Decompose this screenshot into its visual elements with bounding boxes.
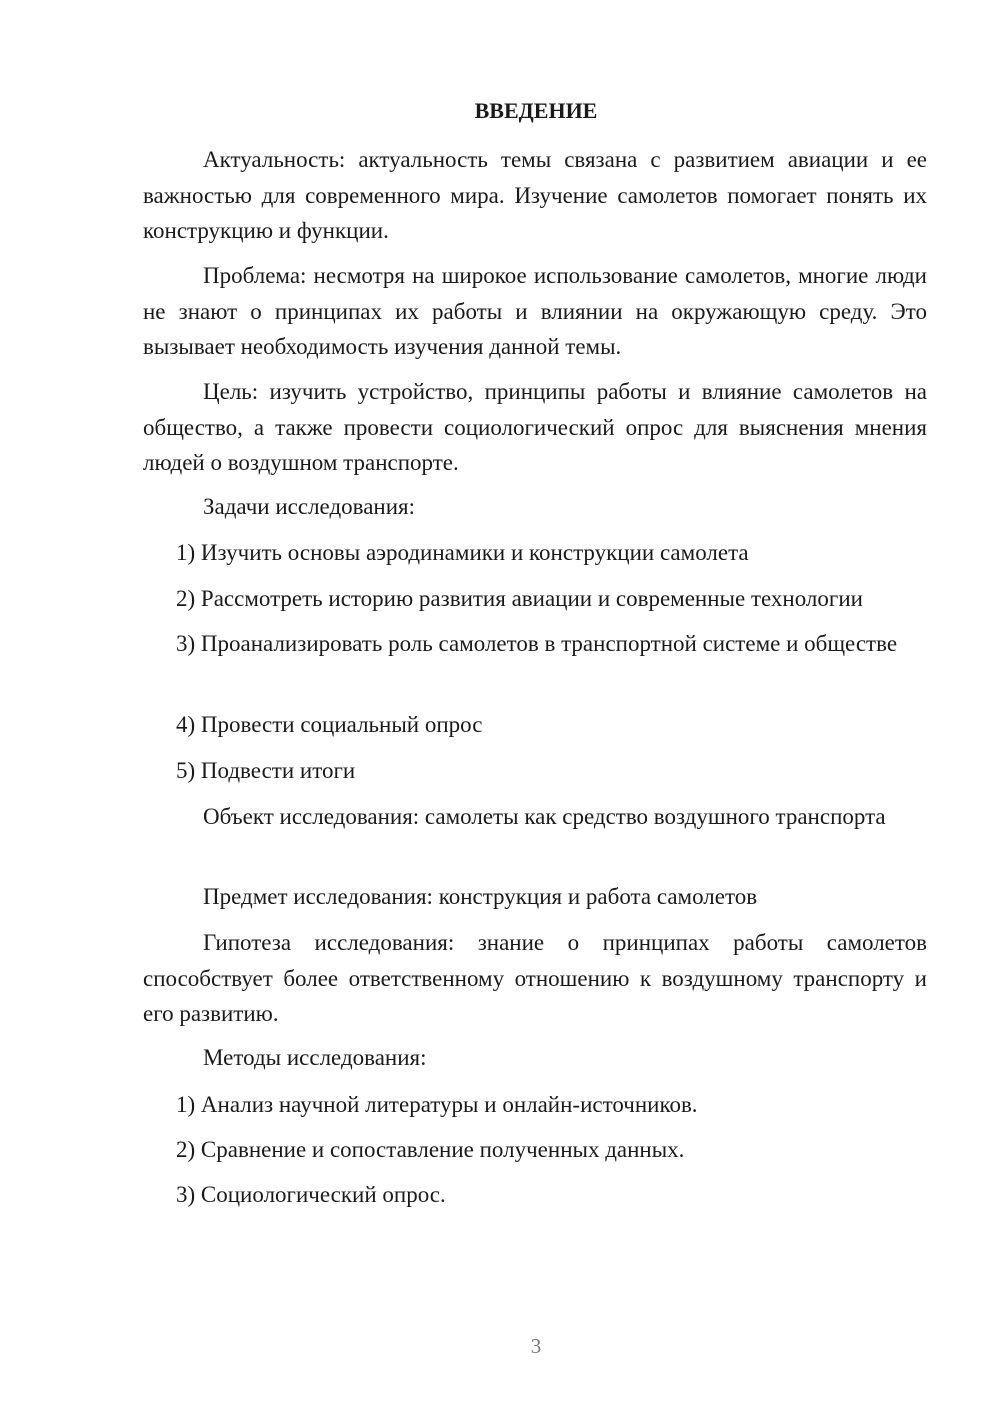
subject-paragraph: Предмет исследования: конструкция и работа самолетов bbox=[203, 884, 758, 909]
method-item: 2) Сравнение и сопоставление полученных данных. bbox=[176, 1137, 685, 1162]
relevance-paragraph: Актуальность: актуальность темы связана с развитием авиации и ее важностью для современного мира. Изучение самолетов помогает понять их конструкцию и функции. bbox=[143, 147, 927, 243]
tasks-heading: Задачи исследования: bbox=[203, 494, 416, 519]
goal-paragraph: Цель: изучить устройство, принципы работы и влияние самолетов на общество, а также провести социологический опрос для выяснения мнения людей о воздушном транспорте. bbox=[143, 379, 927, 475]
page-number: 3 bbox=[530, 1334, 542, 1358]
problem-paragraph: Проблема: несмотря на широкое использование самолетов, многие люди не знают о принципах их работы и влиянии на окружающую среду. Это вызывает необходимость изучения данной темы. bbox=[143, 263, 927, 359]
task-item: 3) Проанализировать роль самолетов в транспортной системе и обществе bbox=[176, 631, 898, 656]
methods-heading: Методы исследования: bbox=[203, 1045, 427, 1070]
hypothesis-paragraph: Гипотеза исследования: знание о принципах работы самолетов способствует более ответственному отношению к воздушному транспорту и его развитию. bbox=[143, 930, 927, 1026]
task-item: 1) Изучить основы аэродинамики и конструкции самолета bbox=[176, 540, 749, 565]
object-paragraph: Объект исследования: самолеты как средство воздушного транспорта bbox=[203, 804, 886, 829]
task-item: 5) Подвести итоги bbox=[176, 758, 356, 783]
method-item: 1) Анализ научной литературы и онлайн-источников. bbox=[176, 1092, 698, 1117]
task-item: 4) Провести социальный опрос bbox=[176, 712, 483, 737]
page-title: ВВЕДЕНИЕ bbox=[474, 98, 598, 123]
method-item: 3) Социологический опрос. bbox=[176, 1182, 446, 1207]
task-item: 2) Рассмотреть историю развития авиации и современные технологии bbox=[176, 586, 863, 611]
